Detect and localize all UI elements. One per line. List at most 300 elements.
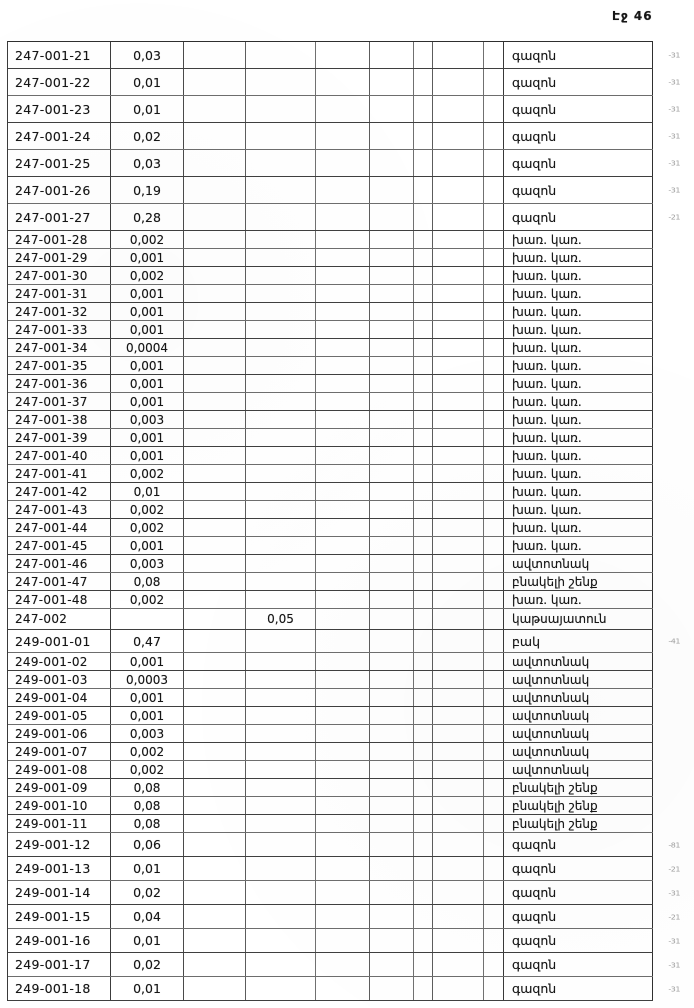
table-row: [8, 857, 680, 881]
area-value-cell: 0,002: [111, 465, 184, 482]
empty-cell: [433, 204, 484, 230]
empty-cell: [433, 555, 484, 572]
parcel-code-cell: 247-001-42: [8, 483, 111, 500]
area-value-cell-2: [246, 357, 316, 374]
parcel-code-cell: 249-001-04: [8, 689, 111, 706]
parcel-code-cell: 247-002: [8, 609, 111, 629]
empty-cell: [316, 375, 370, 392]
table-row: [8, 339, 653, 357]
table-row: [8, 303, 653, 321]
empty-cell: [414, 743, 433, 760]
empty-cell: [370, 465, 414, 482]
empty-cell: [184, 630, 246, 652]
empty-cell: [316, 411, 370, 428]
land-use-cell: խառ. կառ.: [504, 537, 653, 554]
parcel-code-cell: 247-001-36: [8, 375, 111, 392]
table-row: [8, 671, 653, 689]
empty-cell: [316, 96, 370, 122]
empty-cell: [316, 815, 370, 832]
empty-cell: [484, 519, 504, 536]
empty-cell: [414, 429, 433, 446]
empty-cell: [184, 555, 246, 572]
land-use-cell: խառ. կառ.: [504, 267, 653, 284]
empty-cell: [184, 779, 246, 796]
empty-cell: [316, 483, 370, 500]
empty-cell: [370, 285, 414, 302]
empty-cell: [370, 929, 414, 952]
empty-cell: [184, 321, 246, 338]
empty-cell: [316, 231, 370, 248]
table-row: [8, 591, 653, 609]
empty-cell: [414, 953, 433, 976]
area-value-cell-2: [246, 42, 316, 68]
empty-cell: [484, 69, 504, 95]
table-row: [8, 779, 653, 797]
empty-cell: [184, 231, 246, 248]
parcel-code-cell: 249-001-09: [8, 779, 111, 796]
empty-cell: [184, 150, 246, 176]
empty-cell: [433, 519, 484, 536]
land-use-cell: գազոն: [504, 881, 653, 904]
land-use-cell: խառ. կառ.: [504, 519, 653, 536]
empty-cell: [370, 429, 414, 446]
area-value-cell: 0,08: [111, 797, 184, 814]
empty-cell: [184, 429, 246, 446]
empty-cell: [316, 833, 370, 856]
empty-cell: [484, 591, 504, 608]
land-use-cell: գազոն: [504, 42, 653, 68]
area-value-cell: 0,47: [111, 630, 184, 652]
area-value-cell-2: [246, 231, 316, 248]
area-value-cell-2: [246, 303, 316, 320]
land-use-cell: գազոն: [504, 96, 653, 122]
empty-cell: [370, 953, 414, 976]
empty-cell: [414, 761, 433, 778]
area-value-cell-2: [246, 375, 316, 392]
land-use-cell: գազոն: [504, 977, 653, 1000]
empty-cell: [484, 857, 504, 880]
empty-cell: [414, 150, 433, 176]
empty-cell: [433, 609, 484, 629]
parcel-code-cell: 247-001-29: [8, 249, 111, 266]
parcel-code-cell: 249-001-13: [8, 857, 111, 880]
empty-cell: [414, 123, 433, 149]
empty-cell: [370, 393, 414, 410]
area-value-cell: 0,01: [111, 857, 184, 880]
empty-cell: [370, 779, 414, 796]
empty-cell: [316, 501, 370, 518]
empty-cell: [184, 375, 246, 392]
empty-cell: [184, 707, 246, 724]
land-use-cell: խառ. կառ.: [504, 339, 653, 356]
empty-cell: [370, 339, 414, 356]
empty-cell: [433, 69, 484, 95]
area-value-cell-2: [246, 689, 316, 706]
empty-cell: [414, 707, 433, 724]
empty-cell: [316, 689, 370, 706]
table-row: [8, 393, 653, 411]
land-use-cell: ավտոտնակ: [504, 653, 653, 670]
table-row: [8, 177, 680, 204]
empty-cell: [370, 411, 414, 428]
table-row: [8, 357, 653, 375]
empty-cell: [316, 249, 370, 266]
area-value-cell: 0,003: [111, 411, 184, 428]
parcel-code-cell: 247-001-40: [8, 447, 111, 464]
empty-cell: [184, 977, 246, 1000]
area-value-cell: 0,01: [111, 69, 184, 95]
area-value-cell: 0,001: [111, 375, 184, 392]
table-row: [8, 321, 653, 339]
area-value-cell-2: [246, 519, 316, 536]
parcel-code-cell: 249-001-10: [8, 797, 111, 814]
land-use-cell: ավտոտնակ: [504, 761, 653, 778]
empty-cell: [184, 357, 246, 374]
area-value-cell: 0,01: [111, 929, 184, 952]
parcel-code-cell: 249-001-01: [8, 630, 111, 652]
land-use-cell: խառ. կառ.: [504, 375, 653, 392]
margin-pencil-mark: -31: [668, 984, 680, 993]
area-value-cell: 0,06: [111, 833, 184, 856]
empty-cell: [370, 857, 414, 880]
table-row: [8, 231, 653, 249]
margin-pencil-mark: -41: [668, 637, 680, 646]
parcel-code-cell: 247-001-35: [8, 357, 111, 374]
area-value-cell: 0,003: [111, 555, 184, 572]
land-use-cell: գազոն: [504, 833, 653, 856]
parcel-code-cell: 247-001-38: [8, 411, 111, 428]
table-row: [8, 797, 653, 815]
empty-cell: [316, 725, 370, 742]
empty-cell: [316, 881, 370, 904]
area-value-cell-2: [246, 339, 316, 356]
area-value-cell-2: [246, 204, 316, 230]
area-value-cell-2: [246, 393, 316, 410]
empty-cell: [433, 761, 484, 778]
table-row: [8, 375, 653, 393]
empty-cell: [414, 725, 433, 742]
empty-cell: [414, 779, 433, 796]
empty-cell: [184, 519, 246, 536]
empty-cell: [370, 357, 414, 374]
parcel-code-cell: 249-001-03: [8, 671, 111, 688]
empty-cell: [484, 653, 504, 670]
area-value-cell-2: [246, 929, 316, 952]
area-value-cell: 0,002: [111, 519, 184, 536]
empty-cell: [433, 977, 484, 1000]
empty-cell: [484, 815, 504, 832]
empty-cell: [414, 321, 433, 338]
empty-cell: [370, 123, 414, 149]
empty-cell: [316, 953, 370, 976]
empty-cell: [414, 339, 433, 356]
empty-cell: [484, 231, 504, 248]
empty-cell: [316, 591, 370, 608]
parcel-code-cell: 247-001-22: [8, 69, 111, 95]
land-use-cell: խառ. կառ.: [504, 303, 653, 320]
empty-cell: [316, 630, 370, 652]
table-row: [8, 815, 653, 833]
empty-cell: [414, 977, 433, 1000]
empty-cell: [370, 905, 414, 928]
land-use-cell: խառ. կառ.: [504, 591, 653, 608]
area-value-cell-2: [246, 761, 316, 778]
empty-cell: [433, 231, 484, 248]
empty-cell: [484, 977, 504, 1000]
area-value-cell-2: [246, 321, 316, 338]
empty-cell: [484, 177, 504, 203]
empty-cell: [414, 609, 433, 629]
table-row: [8, 447, 653, 465]
empty-cell: [414, 833, 433, 856]
empty-cell: [316, 743, 370, 760]
empty-cell: [484, 537, 504, 554]
empty-cell: [433, 285, 484, 302]
empty-cell: [484, 375, 504, 392]
land-use-cell: բնակելի շենք: [504, 815, 653, 832]
table-row: [8, 707, 653, 725]
empty-cell: [484, 929, 504, 952]
parcel-code-cell: 247-001-47: [8, 573, 111, 590]
area-value-cell: 0,001: [111, 447, 184, 464]
table-row: [8, 267, 653, 285]
area-value-cell: 0,001: [111, 537, 184, 554]
empty-cell: [370, 204, 414, 230]
empty-cell: [414, 929, 433, 952]
parcel-code-cell: 247-001-26: [8, 177, 111, 203]
table-row: [8, 725, 653, 743]
empty-cell: [414, 797, 433, 814]
area-value-cell-2: [246, 447, 316, 464]
land-use-cell: գազոն: [504, 953, 653, 976]
empty-cell: [484, 573, 504, 590]
parcel-code-cell: 247-001-31: [8, 285, 111, 302]
empty-cell: [484, 725, 504, 742]
parcel-code-cell: 247-001-25: [8, 150, 111, 176]
empty-cell: [433, 833, 484, 856]
empty-cell: [184, 465, 246, 482]
land-use-cell: գազոն: [504, 150, 653, 176]
empty-cell: [484, 303, 504, 320]
area-value-cell: 0,08: [111, 815, 184, 832]
area-value-cell: 0,08: [111, 779, 184, 796]
area-value-cell: 0,001: [111, 357, 184, 374]
area-value-cell: 0,0003: [111, 671, 184, 688]
empty-cell: [316, 609, 370, 629]
area-value-cell-2: [246, 857, 316, 880]
empty-cell: [433, 411, 484, 428]
empty-cell: [433, 447, 484, 464]
empty-cell: [370, 815, 414, 832]
parcel-code-cell: 249-001-18: [8, 977, 111, 1000]
empty-cell: [316, 465, 370, 482]
land-use-cell: խառ. կառ.: [504, 393, 653, 410]
area-value-cell-2: [246, 671, 316, 688]
empty-cell: [316, 357, 370, 374]
empty-cell: [414, 555, 433, 572]
table-row: [8, 204, 680, 231]
margin-pencil-mark: -31: [668, 960, 680, 969]
empty-cell: [370, 483, 414, 500]
empty-cell: [316, 303, 370, 320]
empty-cell: [184, 249, 246, 266]
parcel-code-cell: 247-001-24: [8, 123, 111, 149]
empty-cell: [370, 833, 414, 856]
empty-cell: [484, 953, 504, 976]
empty-cell: [370, 231, 414, 248]
margin-pencil-mark: -21: [668, 213, 680, 222]
empty-cell: [184, 285, 246, 302]
empty-cell: [370, 177, 414, 203]
parcel-table: [7, 41, 680, 1001]
empty-cell: [316, 150, 370, 176]
page-number: Էջ 46: [612, 9, 653, 23]
empty-cell: [484, 555, 504, 572]
empty-cell: [414, 267, 433, 284]
empty-cell: [370, 797, 414, 814]
area-value-cell: 0,003: [111, 725, 184, 742]
area-value-cell: 0,001: [111, 393, 184, 410]
empty-cell: [414, 671, 433, 688]
empty-cell: [184, 303, 246, 320]
area-value-cell-2: [246, 150, 316, 176]
parcel-code-cell: 249-001-02: [8, 653, 111, 670]
empty-cell: [484, 285, 504, 302]
parcel-code-cell: 247-001-43: [8, 501, 111, 518]
parcel-code-cell: 249-001-11: [8, 815, 111, 832]
empty-cell: [184, 483, 246, 500]
land-use-cell: խառ. կառ.: [504, 249, 653, 266]
empty-cell: [184, 42, 246, 68]
area-value-cell-2: [246, 743, 316, 760]
land-use-cell: գազոն: [504, 905, 653, 928]
empty-cell: [184, 609, 246, 629]
empty-cell: [484, 689, 504, 706]
empty-cell: [484, 249, 504, 266]
empty-cell: [184, 267, 246, 284]
empty-cell: [414, 411, 433, 428]
empty-cell: [484, 429, 504, 446]
margin-pencil-mark: -81: [668, 840, 680, 849]
margin-pencil-mark: -31: [668, 132, 680, 141]
empty-cell: [370, 303, 414, 320]
empty-cell: [414, 815, 433, 832]
area-value-cell-2: [246, 953, 316, 976]
land-use-cell: գազոն: [504, 204, 653, 230]
land-use-cell: գազոն: [504, 69, 653, 95]
parcel-code-cell: 249-001-08: [8, 761, 111, 778]
empty-cell: [414, 447, 433, 464]
area-value-cell: 0,02: [111, 953, 184, 976]
table-row: [8, 411, 653, 429]
empty-cell: [433, 815, 484, 832]
area-value-cell-2: [246, 123, 316, 149]
empty-cell: [184, 177, 246, 203]
empty-cell: [433, 393, 484, 410]
empty-cell: [484, 905, 504, 928]
empty-cell: [414, 393, 433, 410]
empty-cell: [414, 231, 433, 248]
area-value-cell-2: [246, 501, 316, 518]
land-use-cell: խառ. կառ.: [504, 465, 653, 482]
empty-cell: [316, 555, 370, 572]
empty-cell: [414, 249, 433, 266]
empty-cell: [370, 743, 414, 760]
area-value-cell: 0,001: [111, 689, 184, 706]
table-row: [8, 285, 653, 303]
empty-cell: [370, 591, 414, 608]
empty-cell: [433, 465, 484, 482]
empty-cell: [433, 303, 484, 320]
empty-cell: [484, 339, 504, 356]
empty-cell: [414, 519, 433, 536]
area-value-cell-2: [246, 69, 316, 95]
empty-cell: [433, 123, 484, 149]
table-row: [8, 881, 680, 905]
margin-pencil-mark: -31: [668, 105, 680, 114]
empty-cell: [370, 555, 414, 572]
margin-pencil-mark: -31: [668, 159, 680, 168]
empty-cell: [484, 357, 504, 374]
table-row: [8, 123, 680, 150]
empty-cell: [370, 609, 414, 629]
table-row: [8, 249, 653, 267]
area-value-cell: 0,01: [111, 96, 184, 122]
empty-cell: [316, 537, 370, 554]
land-use-cell: կաթսայատուն: [504, 609, 653, 629]
empty-cell: [414, 501, 433, 518]
parcel-code-cell: 247-001-45: [8, 537, 111, 554]
empty-cell: [414, 689, 433, 706]
empty-cell: [184, 761, 246, 778]
empty-cell: [484, 42, 504, 68]
empty-cell: [433, 375, 484, 392]
land-use-cell: խառ. կառ.: [504, 285, 653, 302]
empty-cell: [370, 249, 414, 266]
empty-cell: [184, 573, 246, 590]
empty-cell: [414, 465, 433, 482]
area-value-cell: 0,001: [111, 249, 184, 266]
empty-cell: [370, 519, 414, 536]
margin-pencil-mark: -21: [668, 864, 680, 873]
empty-cell: [433, 857, 484, 880]
parcel-code-cell: 247-001-28: [8, 231, 111, 248]
empty-cell: [184, 447, 246, 464]
empty-cell: [370, 447, 414, 464]
empty-cell: [316, 519, 370, 536]
margin-pencil-mark: -31: [668, 936, 680, 945]
empty-cell: [484, 833, 504, 856]
area-value-cell: 0,002: [111, 267, 184, 284]
empty-cell: [184, 653, 246, 670]
empty-cell: [370, 501, 414, 518]
empty-cell: [184, 689, 246, 706]
area-value-cell-2: [246, 797, 316, 814]
empty-cell: [184, 815, 246, 832]
empty-cell: [316, 69, 370, 95]
empty-cell: [316, 905, 370, 928]
empty-cell: [184, 743, 246, 760]
margin-pencil-mark: -31: [668, 186, 680, 195]
table-row: [8, 519, 653, 537]
empty-cell: [484, 96, 504, 122]
empty-cell: [316, 977, 370, 1000]
empty-cell: [433, 483, 484, 500]
land-use-cell: բակ: [504, 630, 653, 652]
empty-cell: [316, 204, 370, 230]
empty-cell: [484, 321, 504, 338]
parcel-code-cell: 247-001-46: [8, 555, 111, 572]
